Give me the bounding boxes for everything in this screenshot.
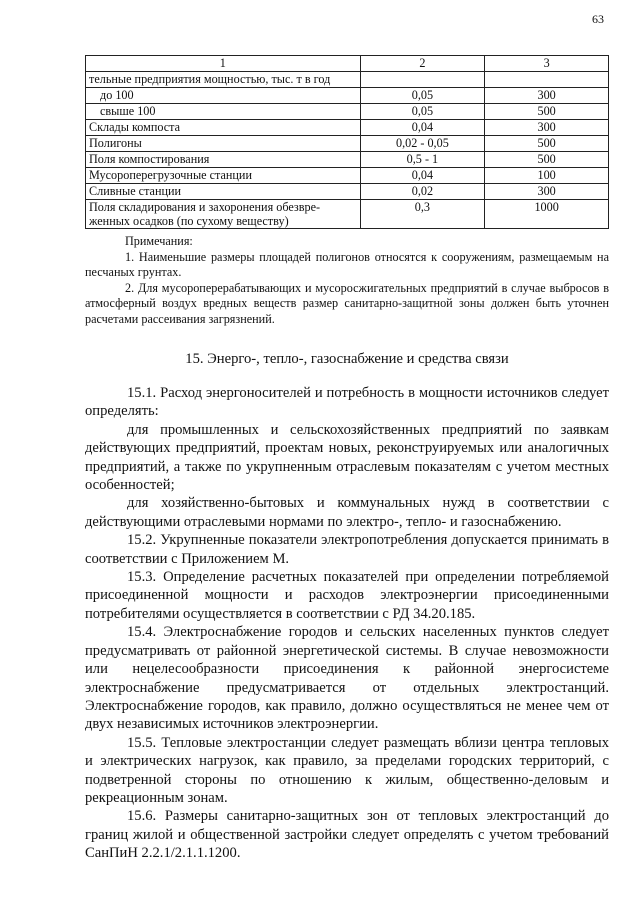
table-header-cell: 1	[86, 56, 361, 72]
table-row	[86, 184, 609, 200]
paragraph: для промышленных и сельскохозяйственных предприятий по заявкам действующих предприятий, проектам новых, реконструируемых или аналогичных предприятий, а также по укрупненным отраслевым показателям с учетом местных особенностей;	[85, 421, 609, 494]
table-cell-name: до 100	[86, 88, 361, 104]
table-cell-value: 0,05	[360, 88, 485, 104]
table-row	[86, 104, 609, 120]
table-cell-value: 0,04	[360, 120, 485, 136]
table-header-cell: 2	[360, 56, 485, 72]
table-row	[86, 120, 609, 136]
table-cell-value	[360, 72, 485, 88]
note-item: 2. Для мусороперерабатывающих и мусоросжигательных предприятий в случае выбросов в атмосферный воздух вредных веществ размер санитарно-защитной зоны должен быть уточнен расчетами рассеивания загрязнений.	[85, 280, 609, 326]
table-row	[86, 72, 609, 88]
paragraph: 15.4. Электроснабжение городов и сельских населенных пунктов следует предусматривать от районной энергетической системы. В случае невозможности или нецелесообразности присоединения к районной энергосистеме электроснабжение предусматривается от отдельных электростанций. Электроснабжение городов, как правило, должно осуществляться не менее чем от двух независимых источников электроэнергии.	[85, 624, 609, 733]
table-cell-name: Поля складирования и захоронения обезвре-женных осадков (по сухому веществу)	[86, 200, 361, 229]
table-cell-zone: 300	[485, 184, 609, 200]
table-cell-name: Поля компостирования	[86, 152, 361, 168]
table-cell-zone: 300	[485, 88, 609, 104]
table-notes	[85, 234, 609, 328]
paragraph: 15.6. Размеры санитарно-защитных зон от тепловых электростанций до границ жилой и общественной застройки следует определять с учетом требований СанПиН 2.2.1/2.1.1.1200.	[85, 808, 609, 862]
table-cell-name: Мусороперегрузочные станции	[86, 168, 361, 184]
note-item: 1. Наименьшие размеры площадей полигонов относятся к сооружениям, размещаемым на песчаных грунтах.	[85, 249, 609, 280]
paragraph: 15.5. Тепловые электростанции следует размещать вблизи центра тепловых и электрических нагрузок, как правило, за пределами городских территорий, с подветренной стороны по отношению к жилым, общественно-деловым и рекреационным зонам.	[85, 734, 609, 806]
table-cell-value: 0,3	[360, 200, 485, 229]
table-row	[86, 168, 609, 184]
table-row	[86, 88, 609, 104]
table-cell-value: 0,05	[360, 104, 485, 120]
table-row	[86, 200, 609, 229]
table-cell-zone: 500	[485, 104, 609, 120]
table-cell-name: Полигоны	[86, 136, 361, 152]
table-cell-zone: 500	[485, 152, 609, 168]
table-header-row	[86, 56, 609, 72]
table-cell-zone: 1000	[485, 200, 609, 229]
table-cell-name: Сливные станции	[86, 184, 361, 200]
paragraph: для хозяйственно-бытовых и коммунальных нужд в соответствии с действующими отраслевыми нормами по электро-, тепло- и газоснабжению.	[85, 495, 609, 530]
table-cell-zone	[485, 72, 609, 88]
paragraph: 15.2. Укрупненные показатели электропотребления допускается принимать в соответствии с Приложением М.	[85, 532, 609, 567]
table-cell-zone: 100	[485, 168, 609, 184]
table-cell-value: 0,02 - 0,05	[360, 136, 485, 152]
table-cell-name: Склады компоста	[86, 120, 361, 136]
section-title: 15. Энерго-, тепло-, газоснабжение и средства связи	[185, 351, 509, 367]
section-body	[85, 384, 609, 863]
table-header-cell: 3	[485, 56, 609, 72]
table-cell-name: свыше 100	[86, 104, 361, 120]
paragraph: 15.1. Расход энергоносителей и потребность в мощности источников следует определять:	[85, 385, 609, 420]
sanitary-zone-table	[85, 55, 609, 229]
table-cell-value: 0,02	[360, 184, 485, 200]
table-cell-value: 0,5 - 1	[360, 152, 485, 168]
table-cell-name: тельные предприятия мощностью, тыс. т в год	[86, 72, 361, 88]
notes-title: Примечания:	[125, 234, 193, 248]
table-row	[86, 152, 609, 168]
table-cell-value: 0,04	[360, 168, 485, 184]
page-number: 63	[592, 12, 604, 26]
table-row	[86, 136, 609, 152]
paragraph: 15.3. Определение расчетных показателей при определении потребляемой присоединенной мощности и расходов электроэнергии присоединенными потребителями осуществляется в соответствии с РД 34.20.185.	[85, 569, 609, 622]
table-cell-zone: 300	[485, 120, 609, 136]
table-cell-zone: 500	[485, 136, 609, 152]
